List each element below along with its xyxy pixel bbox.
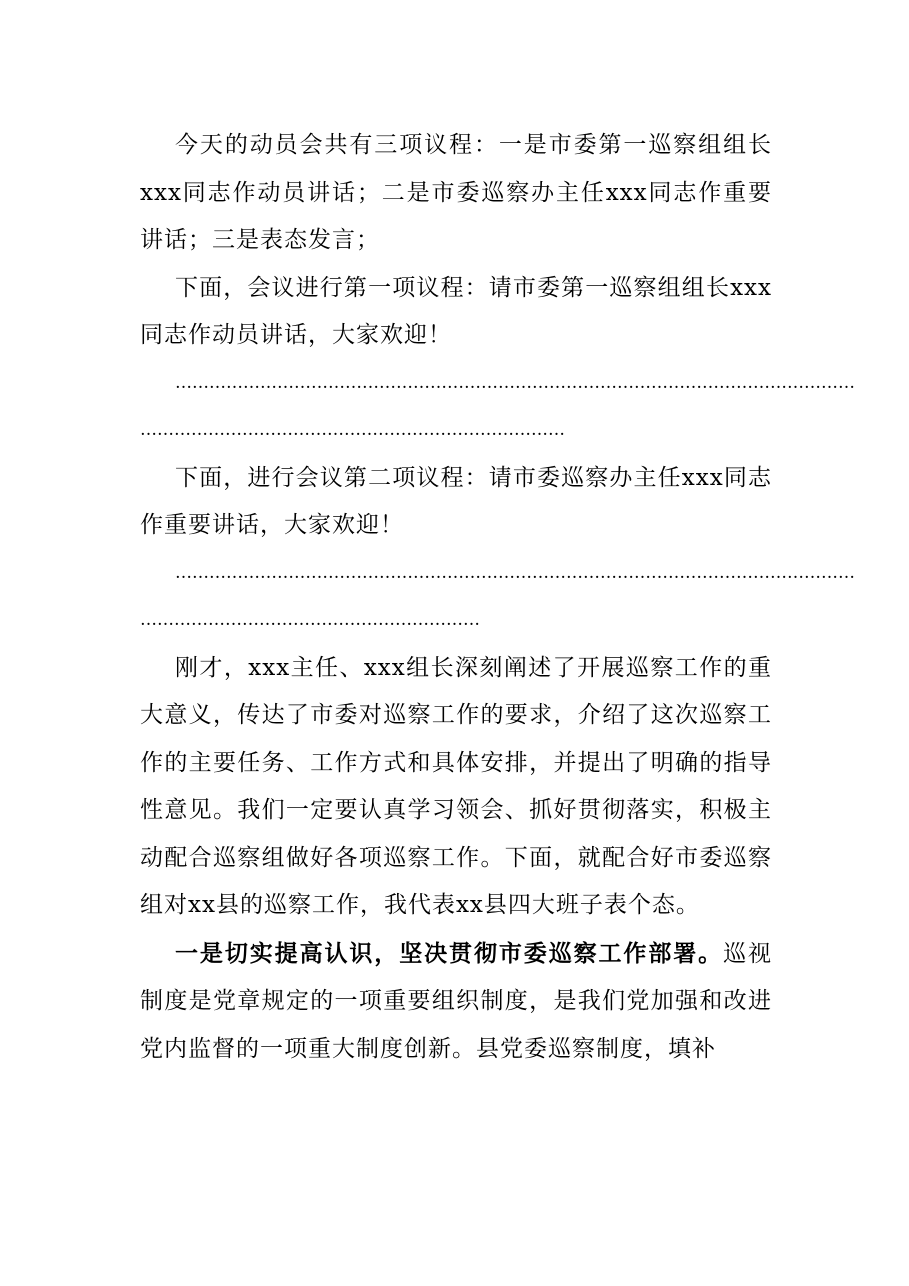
paragraph-first-item: 下面，会议进行第一项议程：请市委第一巡察组组长xxx同志作动员讲话，大家欢迎！ [140, 274, 772, 348]
ellipsis-line: ………………………………………………………………… [140, 420, 565, 440]
point-one-heading: 一是切实提高认识，坚决贯彻市委巡察工作部署。 [175, 939, 724, 967]
ellipsis-line: ………………………………………………………………………………………………………… [175, 562, 855, 583]
point-one-body: 巡视制度是党章规定的一项重要组织制度，是我们党加强和改进党内监督的一项重大制度创新。县党委巡察制度，填补 [140, 940, 773, 1062]
paragraph-point-one [140, 930, 772, 1074]
paragraph-second-item: 下面，进行会议第二项议程：请市委巡察办主任xxx同志作重要讲话，大家欢迎！ [140, 464, 772, 538]
paragraph-summary: 刚才，xxx主任、xxx组长深刻阐述了开展巡察工作的重大意义，传达了市委对巡察工作的要求，介绍了这次巡察工作的主要任务、工作方式和具体安排，并提出了明确的指导性意见。我们一定要认真学习领会、抓好贯彻落实，积极主动配合巡察组做好各项巡察工作。下面，就配合好市委巡察组对xx县的巡察工作，我代表xx县四大班子表个态。 [140, 654, 772, 918]
ellipsis-line: …………………………………………………… [140, 610, 480, 630]
ellipsis-line: ………………………………………………………………………………………………………… [175, 372, 855, 393]
paragraph-agenda-overview: 今天的动员会共有三项议程：一是市委第一巡察组组长xxx同志作动员讲话；二是市委巡察办主任xxx同志作重要讲话；三是表态发言； [140, 132, 772, 253]
